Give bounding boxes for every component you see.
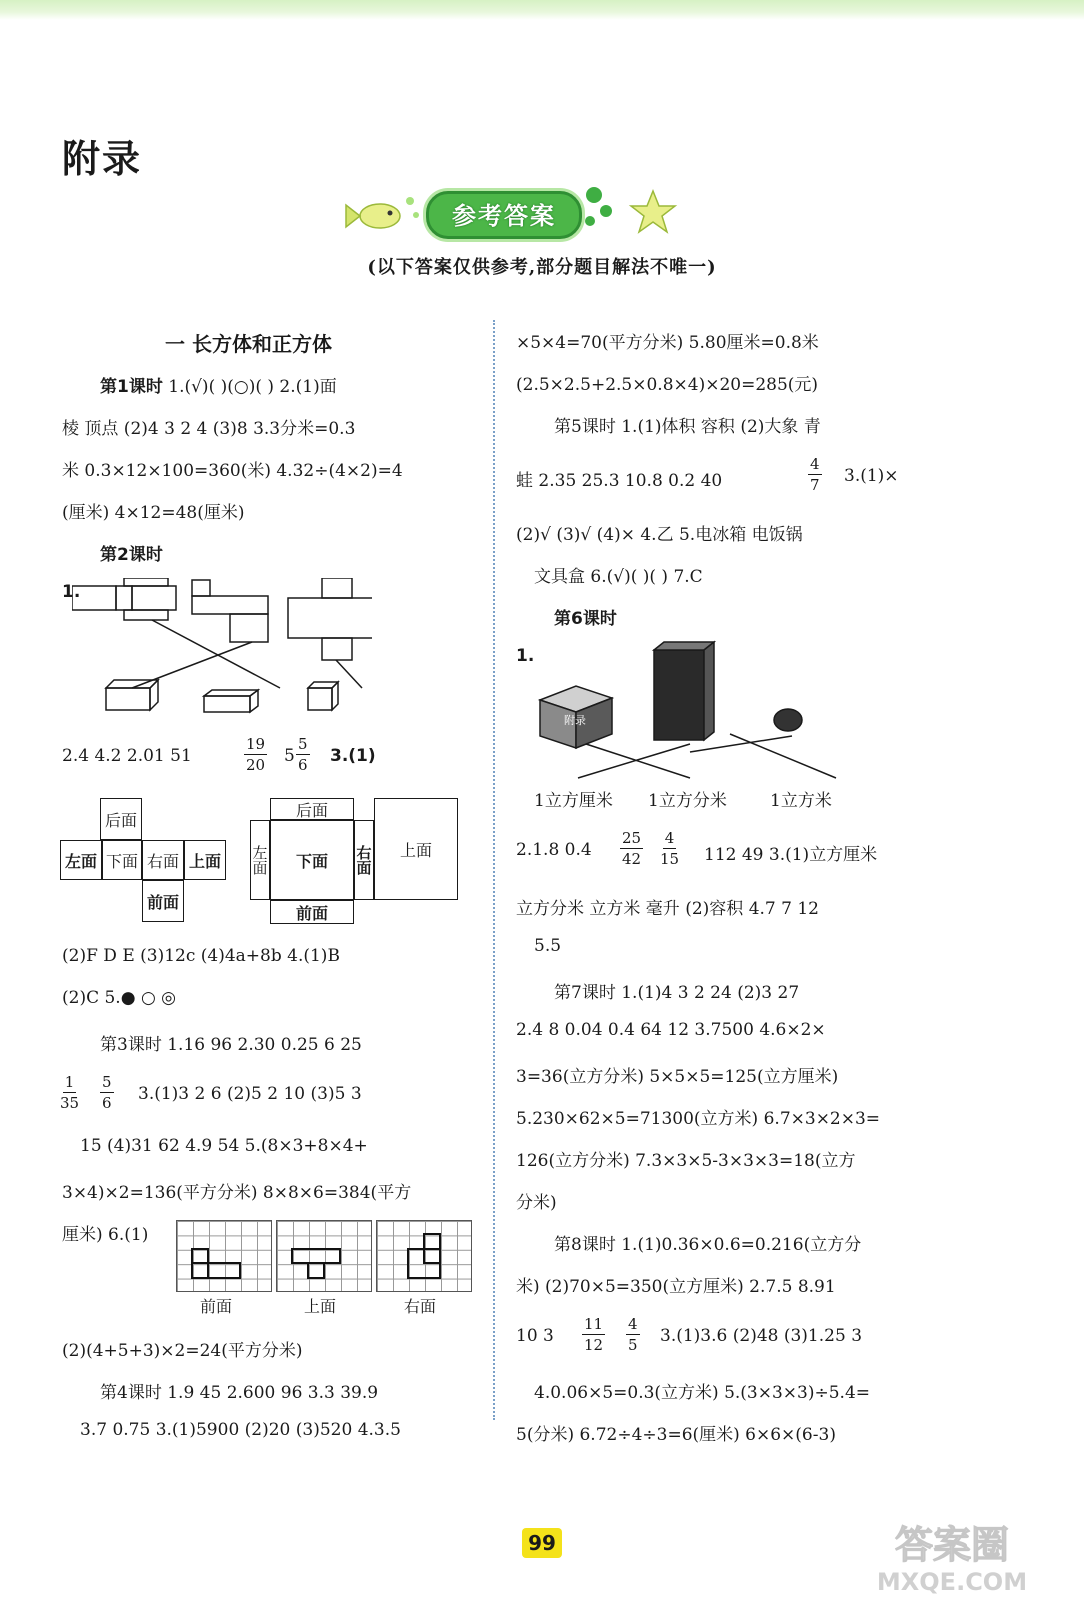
view-caption: 前面 <box>200 1297 233 1316</box>
answer-line: 2.4 8 0.04 0.4 64 12 3.7500 4.6×2× <box>516 1020 826 1040</box>
banner-title: 参考答案 <box>452 202 556 230</box>
answer-line: 第7课时 1.(1)4 3 2 24 (2)3 27 <box>554 983 800 1003</box>
section-heading: 一 长方体和正方体 <box>165 332 332 356</box>
answer-banner <box>340 185 700 245</box>
watermark-logo <box>842 1516 1062 1596</box>
answer-line: 5(分米) 6.72÷4÷3=6(厘米) 6×6×(6-3) <box>516 1425 836 1445</box>
mixed-number-whole: 5 <box>284 746 295 766</box>
cuboid-net-matching-figure <box>72 578 372 718</box>
answer-line: 文具盒 6.(√)( )( ) 7.C <box>534 567 703 587</box>
answer-line: 2.4 4.2 2.01 51 <box>62 746 192 766</box>
fraction: $\frac{19}{20}$ <box>246 735 266 774</box>
svg-text:MXQE.COM: MXQE.COM <box>876 1568 1028 1596</box>
answer-line: 3.(1) <box>330 746 376 766</box>
answer-line: (2)(4+5+3)×2=24(平方分米) <box>62 1341 303 1361</box>
answer-line: 第5课时 1.(1)体积 容积 (2)大象 青 <box>554 417 821 437</box>
answer-line: 2.1.8 0.4 <box>516 840 592 860</box>
net-face: 下面 <box>270 820 354 900</box>
fraction: $\frac{5}{6}$ <box>298 735 308 774</box>
top-decorative-band <box>0 0 1084 20</box>
page-number: 99 <box>522 1528 562 1558</box>
net-face: 下面 <box>102 840 142 880</box>
answer-line: (2)C 5.● ○ ◎ <box>62 988 177 1008</box>
answer-line: 3.(1)× <box>844 466 899 486</box>
net-face: 左面 <box>250 820 270 900</box>
answer-line: 4.0.06×5=0.3(立方米) 5.(3×3×3)÷5.4= <box>534 1383 871 1403</box>
answer-line: (2)√ (3)√ (4)× 4.乙 5.电冰箱 电饭锅 <box>516 525 803 545</box>
answer-line: 米 0.3×12×100=360(米) 4.32÷(4×2)=4 <box>62 461 403 481</box>
net-face: 后面 <box>270 798 354 820</box>
answer-line: 3×4)×2=136(平方分米) 8×8×6=384(平方 <box>62 1183 412 1203</box>
fraction: $\frac{5}{6}$ <box>102 1073 112 1112</box>
answer-line: 3.7 0.75 3.(1)5900 (2)20 (3)520 4.3.5 <box>80 1420 401 1440</box>
answer-line: 126(立方分米) 7.3×3×5-3×3×3=18(立方 <box>516 1151 856 1171</box>
answer-line: (厘米) 4×12=48(厘米) <box>62 503 245 523</box>
question-number: 1. <box>62 582 81 602</box>
answer-line: 5.5 <box>534 936 562 956</box>
fraction: $\frac{25}{42}$ <box>622 829 642 868</box>
net-face: 前面 <box>142 880 184 922</box>
answer-line: 3.(1)3 2 6 (2)5 2 10 (3)5 3 <box>138 1084 362 1104</box>
answer-line: 分米) <box>516 1193 557 1213</box>
fraction: $\frac{11}{12}$ <box>584 1315 604 1354</box>
fraction: $\frac{4}{5}$ <box>628 1315 638 1354</box>
answer-line: 厘米) 6.(1) <box>62 1225 149 1245</box>
lesson-heading: 第6课时 <box>554 609 617 629</box>
starfish-icon <box>628 187 678 237</box>
svg-text:附录: 附录 <box>564 714 586 727</box>
answer-line: 112 49 3.(1)立方厘米 <box>704 845 878 865</box>
net-face: 前面 <box>270 900 354 924</box>
answer-line: 蛙 2.35 25.3 10.8 0.2 40 <box>516 471 723 491</box>
answer-line: (2.5×2.5+2.5×0.8×4)×20=285(元) <box>516 375 819 395</box>
answer-line: 第4课时 1.9 45 2.600 96 3.3 39.9 <box>100 1383 379 1403</box>
question-number: 1. <box>516 646 535 666</box>
view-caption: 上面 <box>304 1297 337 1316</box>
unit-label: 1立方分米 <box>648 791 727 811</box>
svg-text:答案圈: 答案圈 <box>894 1523 1010 1567</box>
fraction: $\frac{4}{7}$ <box>810 455 820 494</box>
answer-line: 棱 顶点 (2)4 3 2 4 (3)8 3.3分米=0.3 <box>62 419 356 439</box>
answer-line: 3.(1)3.6 (2)48 (3)1.25 3 <box>660 1326 863 1346</box>
answer-line: ×5×4=70(平方分米) 5.80厘米=0.8米 <box>516 333 819 353</box>
answer-line: 15 (4)31 62 4.9 54 5.(8×3+8×4+ <box>80 1136 368 1156</box>
answer-line: 5.230×62×5=71300(立方米) 6.7×3×2×3= <box>516 1109 881 1129</box>
unit-label: 1立方米 <box>770 791 832 811</box>
net-face: 上面 <box>184 840 226 880</box>
view-shapes <box>176 1220 496 1300</box>
unit-label: 1立方厘米 <box>534 791 613 811</box>
net-face: 右面 <box>354 820 374 900</box>
net-face: 右面 <box>142 840 184 880</box>
answer-note: (以下答案仅供参考,部分题目解法不唯一) <box>367 257 717 278</box>
answer-line: 米) (2)70×5=350(立方厘米) 2.7.5 8.91 <box>516 1277 836 1297</box>
net-face: 上面 <box>374 798 458 900</box>
answer-line: 立方分米 立方米 毫升 (2)容积 4.7 7 12 <box>516 899 819 919</box>
answer-line: 3=36(立方分米) 5×5×5=125(立方厘米) <box>516 1067 839 1087</box>
answer-line: 第3课时 1.16 96 2.30 0.25 6 25 <box>100 1035 362 1055</box>
answer-line: (2)F D E (3)12c (4)4a+8b 4.(1)B <box>62 946 340 966</box>
net-face: 后面 <box>100 798 142 840</box>
fraction: $\frac{4}{15}$ <box>660 829 680 868</box>
bubbles-icon <box>580 185 620 235</box>
answer-line: 10 3 <box>516 1326 554 1346</box>
net-face: 左面 <box>60 840 102 880</box>
fish-icon <box>340 191 420 241</box>
objects-matching-figure <box>530 640 870 790</box>
view-caption: 右面 <box>404 1297 437 1316</box>
appendix-title: 附录 <box>62 137 143 181</box>
answer-line: 第8课时 1.(1)0.36×0.6=0.216(立方分 <box>554 1235 862 1255</box>
lesson-heading: 第2课时 <box>100 545 163 565</box>
fraction: $\frac{1}{35}$ <box>60 1073 80 1112</box>
answer-line: 第1课时 1.(√)( )(○)( ) 2.(1)面 <box>100 377 337 397</box>
